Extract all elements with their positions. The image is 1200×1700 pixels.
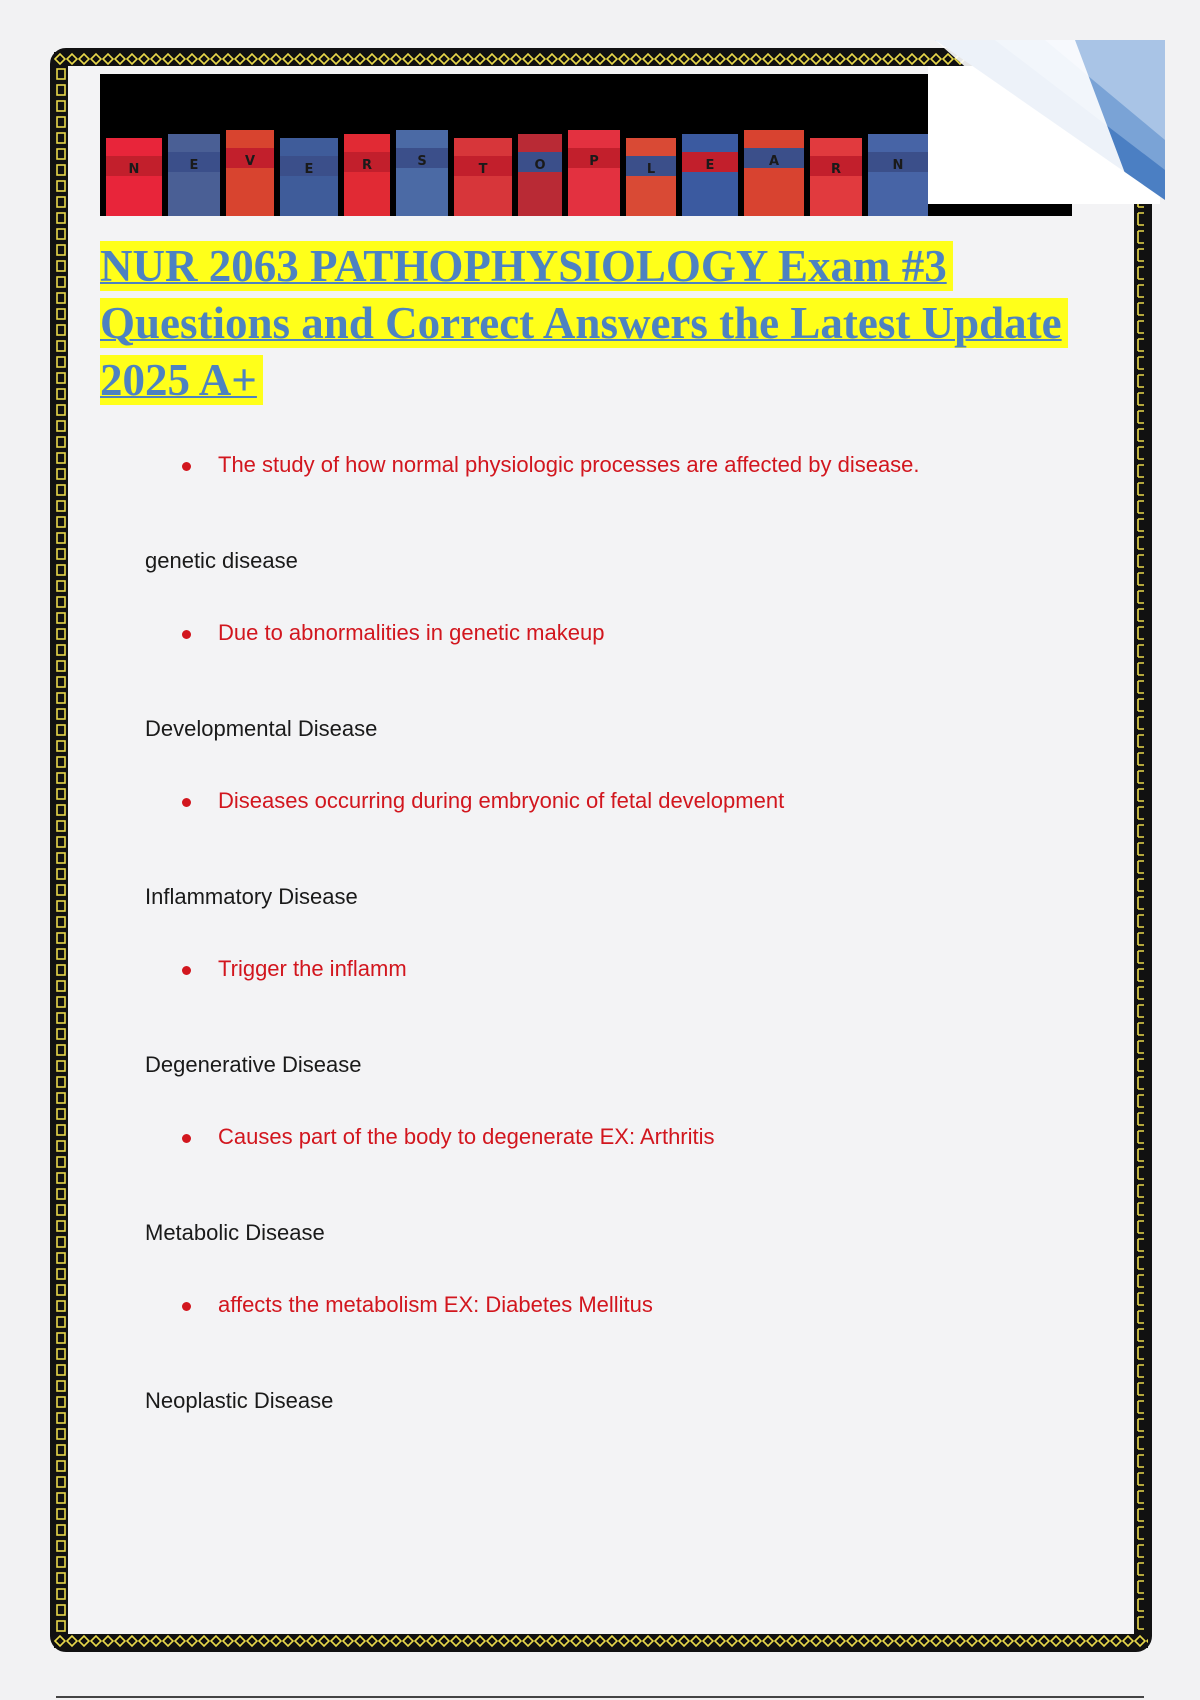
corner-fold-decoration: [935, 40, 1165, 200]
term-label: genetic disease: [145, 548, 298, 573]
banner-letter: E: [705, 158, 715, 173]
answer-text: The study of how normal physiologic processes are affected by disease.: [218, 452, 920, 477]
answer-text: Trigger the inflamm: [218, 956, 407, 981]
banner-letter: N: [128, 162, 140, 177]
banner-book: [226, 130, 274, 216]
bullet-icon: [182, 462, 191, 471]
term-label: Metabolic Disease: [145, 1220, 325, 1245]
bullet-icon: [182, 798, 191, 807]
banner-letter: E: [189, 158, 199, 173]
banner-book: [744, 130, 804, 216]
banner-letter: L: [646, 162, 656, 177]
banner-letter: N: [892, 158, 904, 173]
banner-book: [344, 134, 390, 216]
term-label: Degenerative Disease: [145, 1052, 362, 1077]
banner-letter: P: [589, 154, 599, 169]
answer-text: Due to abnormalities in genetic makeup: [218, 620, 605, 645]
bullet-icon: [182, 1134, 191, 1143]
bullet-icon: [182, 630, 191, 639]
banner-letter: R: [361, 158, 373, 173]
banner-letter: E: [304, 162, 314, 177]
banner-letter: A: [768, 154, 780, 169]
banner-book: [868, 134, 928, 216]
answer-text: Diseases occurring during embryonic of fetal development: [218, 788, 785, 813]
banner-book: [106, 138, 162, 216]
document-title: NUR 2063 PATHOPHYSIOLOGY Exam #3 Questions and Correct Answers the Latest Update 2025 A+: [100, 238, 1080, 409]
banner-book: [396, 130, 448, 216]
answer-text: Causes part of the body to degenerate EX: Arthritis: [218, 1124, 715, 1149]
left-border-pattern: [54, 66, 68, 1634]
banner-letter: V: [244, 154, 256, 169]
banner-book: [682, 134, 738, 216]
header-banner-image: [100, 74, 1072, 216]
banner-book: [568, 130, 620, 216]
term-label: Developmental Disease: [145, 716, 378, 741]
footer-rule: [56, 1696, 1144, 1698]
banner-book: [810, 138, 862, 216]
answer-text: affects the metabolism EX: Diabetes Mellitus: [218, 1292, 653, 1317]
bullet-icon: [182, 966, 191, 975]
banner-book: [280, 138, 338, 216]
banner-book: [454, 138, 512, 216]
banner-book: [518, 134, 562, 216]
banner-letter: R: [830, 162, 842, 177]
bottom-border-pattern: [54, 1634, 1148, 1648]
banner-letter: T: [478, 162, 488, 177]
term-label: Inflammatory Disease: [145, 884, 358, 909]
banner-letter: S: [417, 154, 427, 169]
term-label: Neoplastic Disease: [145, 1388, 334, 1413]
banner-letter: O: [534, 158, 546, 173]
bullet-icon: [182, 1302, 191, 1311]
banner-book: [168, 134, 220, 216]
banner-book: [626, 138, 676, 216]
right-border-pattern: [1134, 66, 1148, 1634]
